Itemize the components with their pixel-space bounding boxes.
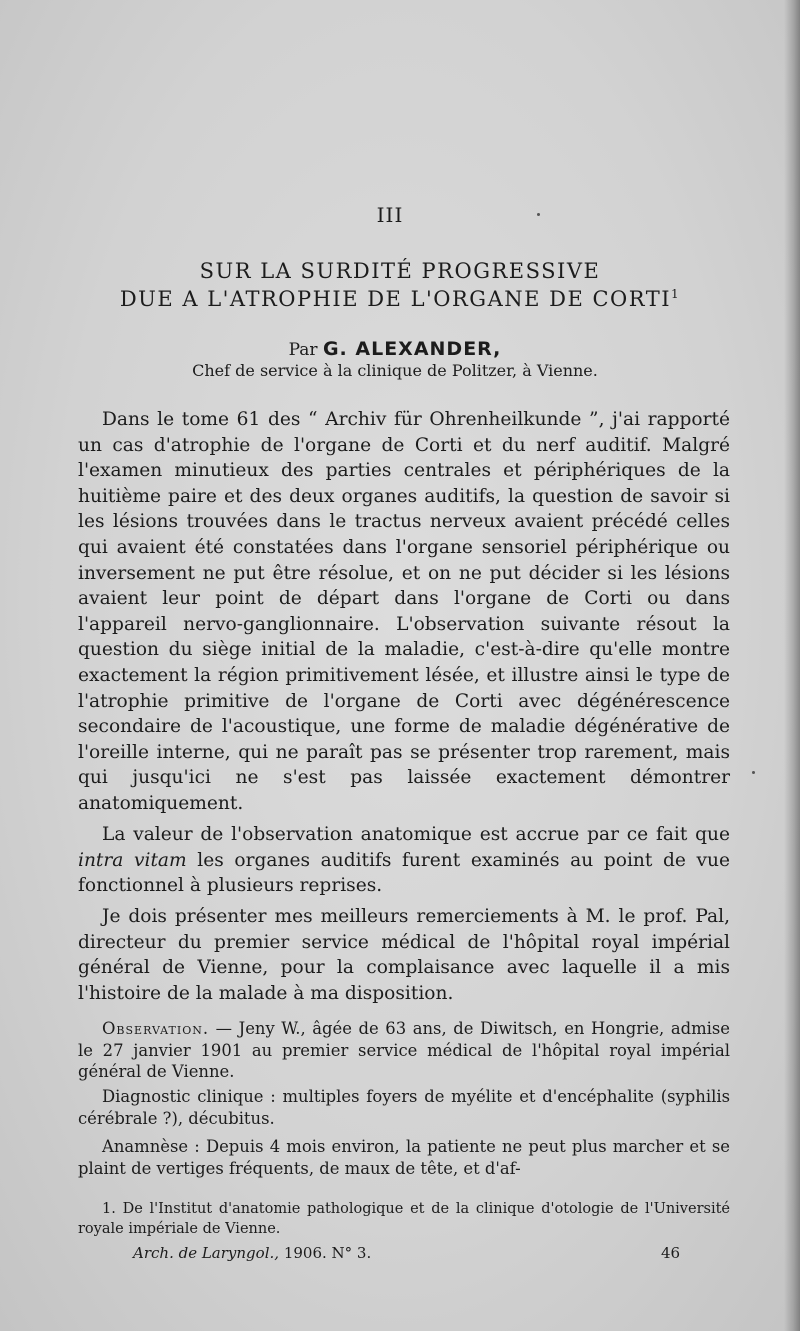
observation-block (78, 1018, 730, 1083)
author-affiliation: Chef de service à la clinique de Politzer, à Vienne. (192, 361, 598, 380)
paragraph-2-after: les organes auditifs furent examinés au point de vue fonctionnel à plusieurs reprises. (78, 849, 730, 897)
chapter-number: III (376, 203, 404, 227)
author-name: G. ALEXANDER, (322, 338, 502, 360)
diagnostic-paragraph: Diagnostic clinique : multiples foyers de myélite et d'encéphalite (syphilis cérébrale ?), décubitus. (78, 1087, 730, 1128)
journal-issue: 1906. N° 3. (283, 1244, 372, 1262)
journal-citation (133, 1244, 371, 1262)
body-paragraph-2 (78, 822, 730, 899)
anamnese-block (78, 1136, 730, 1179)
body-paragraph-3-block (78, 904, 730, 1006)
article-title-line1: SUR LA SURDITÉ PROGRESSIVE (199, 259, 601, 283)
body-paragraph-1: Dans le tome 61 des “ Archiv für Ohrenheilkunde ”, j'ai rapporté un cas d'atrophie de l'organe de Corti et du nerf auditif. Malgré l'examen minutieux des parties centrales et périphériques de la huitième paire et des deux organes auditifs, la question de savoir si les lésions trouvées dans le tractus nerveux avaient précédé celles qui avaient été constatées dans l'organe sensoriel périphérique ou inversement ne put être résolue, et on ne put décider si les lésions avaient leur point de départ dans l'organe de Corti ou dans l'appareil nervo-ganglionnaire. L'observation suivante résout la question du siège initial de la maladie, c'est-à-dire qu'elle montre exactement la région primitivement lésée, et illustre ainsi le type de l'atrophie primitive de l'organe de Corti avec dégénérescence secondaire de l'acoustique, une forme de maladie dégénérative de l'oreille interne, qui ne paraît pas se présenter trop rarement, mais qui jusqu'ici ne s'est pas laissée exactement démontrer anatomiquement. (78, 409, 730, 814)
body-paragraph-3: Je dois présenter mes meilleurs remerciements à M. le prof. Pal, directeur du premier service médical de l'hôpital royal impérial général de Vienne, pour la complaisance avec laquelle il a mis l'histoire de la malade à ma disposition. (78, 906, 730, 1004)
diagnostic-block (78, 1086, 730, 1129)
paragraph-2-italic: intra vitam (78, 849, 187, 871)
body-paragraph-2-block (78, 822, 730, 899)
byline-prefix: Par (288, 340, 318, 360)
journal-name: Arch. de Laryngol., (133, 1244, 280, 1262)
observation-paragraph (78, 1018, 730, 1083)
anamnese-paragraph: Anamnèse : Depuis 4 mois environ, la patiente ne peut plus marcher et se plaint de vertiges fréquents, de maux de tête, et d'af- (78, 1137, 730, 1178)
byline (0, 338, 790, 360)
footnote: 1. De l'Institut d'anatomie pathologique et de la clinique d'otologie de l'Université royale impériale de Vienne. (78, 1201, 730, 1237)
body-paragraph-1-block (78, 407, 730, 817)
page-number: 46 (661, 1244, 681, 1262)
page-edge-shadow (784, 0, 800, 1331)
title-footnote-mark: 1 (671, 287, 681, 301)
print-speck (752, 771, 755, 774)
print-speck (537, 213, 540, 216)
observation-text: — Jeny W., âgée de 63 ans, de Diwitsch, en Hongrie, admise le 27 janvier 1901 au premier service médical de l'hôpital royal impérial général de Vienne. (78, 1019, 730, 1081)
article-title-line2 (0, 287, 800, 311)
article-title-line2-text: DUE A L'ATROPHIE DE L'ORGANE DE CORTI (119, 287, 672, 311)
observation-label: Observation. (102, 1019, 210, 1038)
paragraph-2-before: La valeur de l'observation anatomique est accrue par ce fait que (102, 824, 730, 845)
